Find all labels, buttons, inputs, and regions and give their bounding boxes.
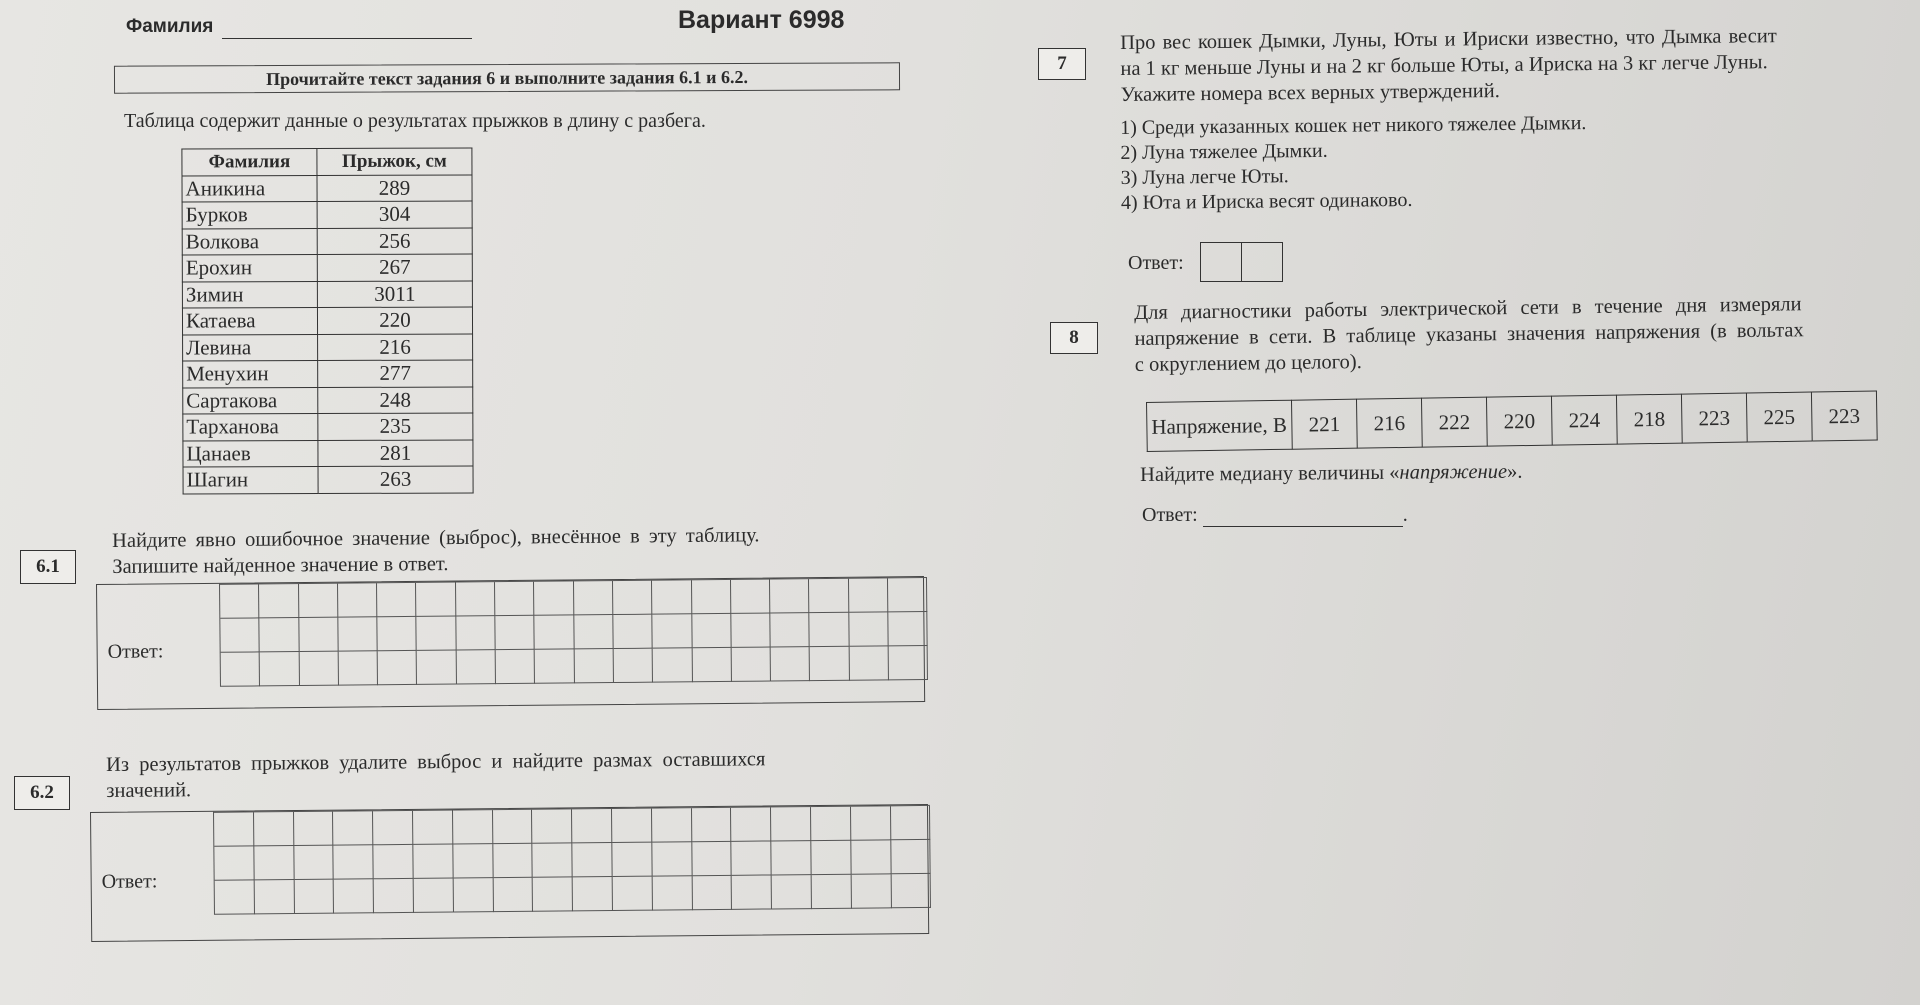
option-4: 4) Юта и Ириска весят одинаково. [1120,188,1413,214]
option-2: 2) Луна тяжелее Дымки. [1120,139,1328,164]
grid-cell[interactable] [652,808,692,842]
grid-cell[interactable] [732,875,772,909]
grid-cell[interactable] [299,584,339,618]
grid-cell[interactable] [260,618,300,652]
grid-cell[interactable] [334,879,374,913]
answer-row-8 [1142,504,1408,527]
question-suffix: ». [1506,460,1523,483]
task-8-line-3: с округлением до целого). [1134,351,1362,376]
grid-cell[interactable] [692,876,732,910]
grid-cell[interactable] [374,845,414,879]
grid-cell[interactable] [373,811,413,845]
task-number-8: 8 [1050,322,1098,354]
table-row [182,254,472,282]
grid-cell[interactable] [849,646,889,680]
cell-name: Менухин [183,361,318,388]
table-row [182,174,472,202]
column-header-surname: Фамилия [182,149,317,176]
cell-name: Шагин [183,467,318,494]
table-row [182,227,472,255]
task-7-line-3: Укажите номера всех верных утверждений. [1120,80,1500,106]
grid-cell[interactable] [849,612,889,646]
task-6-2-text [106,745,946,804]
task-6-1-text [112,521,912,580]
grid-cell[interactable] [573,877,613,911]
cell-name: Аникина [182,175,317,202]
grid-cell[interactable] [417,617,457,651]
grid-cell[interactable] [260,652,300,686]
grid-cell[interactable] [891,874,931,908]
task-6-2-line-2: значений. [106,779,192,802]
grid-cell[interactable] [851,806,891,840]
grid-cell[interactable] [532,809,572,843]
grid-cell[interactable] [453,844,493,878]
grid-cell[interactable] [495,582,535,616]
voltage-value: 216 [1356,398,1422,448]
grid-cell[interactable] [220,584,260,618]
voltage-value: 222 [1421,397,1487,447]
grid-cell[interactable] [294,846,334,880]
grid-cell[interactable] [810,613,850,647]
grid-cell[interactable] [653,648,693,682]
cell-name: Зимин [182,281,317,308]
grid-cell[interactable] [731,614,771,648]
cell-value: 263 [318,466,473,493]
grid-cell[interactable] [334,845,374,879]
grid-cell[interactable] [453,810,493,844]
grid-cell[interactable] [811,841,851,875]
table-row [182,307,472,335]
voltage-value: 220 [1486,396,1552,446]
task-7-line-1: Про вес кошек Дымки, Луны, Юты и Ириски известно, что Дымка весит [1120,25,1777,54]
table-row [183,333,473,361]
voltage-value: 223 [1681,393,1747,443]
answer-label-7: Ответ: [1128,252,1184,274]
grid-cell[interactable] [453,878,493,912]
table-row [183,439,473,467]
grid-cell[interactable] [572,809,612,843]
grid-cell[interactable] [495,616,535,650]
grid-cell[interactable] [888,612,928,646]
grid-cell[interactable] [692,614,732,648]
grid-cell[interactable] [732,841,772,875]
grid-cell[interactable] [888,578,928,612]
task-7-text [1120,22,1901,108]
cell-value: 304 [317,201,472,228]
grid-cell[interactable] [378,617,418,651]
task-6-2-line-1: Из результатов прыжков удалите выброс и найдите размах оставшихся [106,748,766,776]
option-3: 3) Луна легче Юты. [1120,165,1289,189]
grid-cell[interactable] [535,615,575,649]
grid-cell[interactable] [770,579,810,613]
grid-cell[interactable] [215,880,255,914]
grid-cell[interactable] [339,651,379,685]
grid-cell[interactable] [254,880,294,914]
grid-cell[interactable] [572,843,612,877]
option-1: 1) Среди указанных кошек нет никого тяжелее Дымки. [1120,112,1587,139]
grid-cell[interactable] [574,649,614,683]
cell-value: 281 [318,439,473,466]
task-6-1-line-1: Найдите явно ошибочное значение (выброс), внесённое в эту таблицу. [112,524,760,552]
task-number-6-2: 6.2 [14,776,70,810]
answer-cell[interactable] [1201,243,1242,281]
voltage-value: 221 [1291,399,1357,449]
grid-cell[interactable] [731,807,771,841]
cell-name: Катаева [182,308,317,335]
cell-value: 235 [318,413,473,440]
cell-value: 289 [317,174,472,201]
cell-value: 256 [317,227,472,254]
grid-cell[interactable] [692,648,732,682]
grid-cell[interactable] [574,615,614,649]
cell-name: Тарханова [183,414,318,441]
grid-cell[interactable] [772,875,812,909]
voltage-header-cell: Напряжение, В [1147,400,1293,451]
grid-cell[interactable] [612,809,652,843]
grid-cell[interactable] [338,617,378,651]
grid-cell[interactable] [731,580,771,614]
grid-cell[interactable] [413,811,453,845]
grid-cell[interactable] [338,583,378,617]
grid-cell[interactable] [456,650,496,684]
grid-cell[interactable] [692,580,732,614]
question-term: напряжение [1399,460,1508,484]
answer-label-6-1: Ответ: [107,640,164,663]
grid-cell[interactable] [889,646,929,680]
answer-cell[interactable] [1242,243,1282,281]
grid-cell[interactable] [214,812,254,846]
grid-cell[interactable] [771,841,811,875]
grid-cell[interactable] [299,618,339,652]
answer-end-dot: . [1402,504,1408,526]
grid-cell[interactable] [613,581,653,615]
grid-cell[interactable] [378,651,418,685]
grid-cell[interactable] [812,875,852,909]
answer-label-6-2: Ответ: [101,870,158,893]
grid-cell[interactable] [692,842,732,876]
grid-cell[interactable] [221,652,261,686]
grid-cell[interactable] [377,583,417,617]
task-8-text [1134,290,1915,378]
grid-cell[interactable] [254,812,294,846]
answer-cells-7[interactable] [1200,242,1283,282]
table-row [183,413,473,441]
grid-cell[interactable] [294,812,334,846]
table-row [183,386,473,414]
cell-value: 277 [318,360,473,387]
grid-cell[interactable] [613,615,653,649]
grid-cell[interactable] [533,877,573,911]
grid-cell[interactable] [613,877,653,911]
grid-cell[interactable] [416,583,456,617]
instruction-banner: Прочитайте текст задания 6 и выполните задания 6.1 и 6.2. [114,62,900,93]
grid-cell[interactable] [333,811,373,845]
cell-value: 248 [318,386,473,413]
answer-box-6-1 [96,576,925,710]
cell-value: 3011 [317,280,472,307]
cell-name: Волкова [182,228,317,255]
voltage-table [1146,391,1878,452]
answer-line-8[interactable] [1203,508,1403,527]
grid-cell[interactable] [612,843,652,877]
task-6-1-line-2: Запишите найденное значение в ответ. [112,553,449,578]
grid-cell[interactable] [259,584,299,618]
grid-cell[interactable] [417,651,457,685]
cell-value: 220 [317,307,472,334]
task-8-line-2: напряжение в сети. В таблице указаны значения напряжения (в вольтах [1134,319,1804,350]
grid-cell[interactable] [891,806,931,840]
cell-name: Сартакова [183,387,318,414]
cell-name: Бурков [182,202,317,229]
grid-cell[interactable] [254,846,294,880]
grid-cell[interactable] [299,652,339,686]
answer-grid-6-2[interactable] [213,805,931,915]
jump-results-table [181,147,473,494]
grid-cell[interactable] [533,843,573,877]
grid-cell[interactable] [811,807,851,841]
surname-label: Фамилия [126,16,214,37]
grid-cell[interactable] [574,581,614,615]
grid-cell[interactable] [809,579,849,613]
answer-label-8: Ответ: [1142,504,1198,526]
grid-cell[interactable] [652,876,692,910]
grid-cell[interactable] [456,582,496,616]
task-number-6-1: 6.1 [20,550,76,584]
grid-cell[interactable] [771,647,811,681]
task-7-options [1120,111,1587,216]
grid-cell[interactable] [493,844,533,878]
grid-cell[interactable] [653,614,693,648]
grid-cell[interactable] [652,580,692,614]
grid-cell[interactable] [810,647,850,681]
cell-name: Левина [183,334,318,361]
grid-cell[interactable] [493,810,533,844]
voltage-value: 225 [1746,392,1812,442]
grid-cell[interactable] [456,616,496,650]
grid-cell[interactable] [496,650,536,684]
grid-cell[interactable] [849,578,889,612]
grid-cell[interactable] [414,879,454,913]
answer-grid-6-1[interactable] [219,577,928,687]
grid-cell[interactable] [891,840,931,874]
grid-cell[interactable] [851,840,891,874]
grid-cell[interactable] [652,842,692,876]
table-intro-text: Таблица содержит данные о результатах прыжков в длину с разбега. [124,110,706,132]
grid-cell[interactable] [692,808,732,842]
grid-cell[interactable] [770,613,810,647]
variant-title: Вариант 6998 [678,6,845,34]
table-row [183,360,473,388]
table-row [182,280,472,308]
grid-cell[interactable] [493,878,533,912]
cell-name: Цанаев [183,440,318,467]
cell-name: Ерохин [182,255,317,282]
grid-cell[interactable] [851,874,891,908]
task-8-question [1140,459,1523,488]
grid-cell[interactable] [294,880,334,914]
grid-cell[interactable] [374,879,414,913]
voltage-row [1147,391,1878,451]
voltage-value: 224 [1551,395,1617,445]
table-row [183,466,473,494]
grid-cell[interactable] [614,649,654,683]
column-header-jump: Прыжок, см [317,148,472,175]
voltage-value: 223 [1811,391,1877,441]
task-number-7: 7 [1038,48,1086,80]
grid-cell[interactable] [535,649,575,683]
grid-cell[interactable] [771,807,811,841]
cell-value: 267 [317,254,472,281]
table-row [182,201,472,229]
task-8-line-1: Для диагностики работы электрической сети в течение дня измеряли [1134,293,1802,324]
voltage-value: 218 [1616,394,1682,444]
answer-box-6-2 [90,804,929,942]
task-7-line-2: на 1 кг меньше Луны и на 2 кг больше Юты, а Ириска на 3 кг легче Луны. [1120,51,1768,80]
surname-line[interactable] [222,38,472,39]
grid-cell[interactable] [214,846,254,880]
grid-cell[interactable] [220,618,260,652]
cell-value: 216 [318,333,473,360]
grid-cell[interactable] [732,648,772,682]
grid-cell[interactable] [413,845,453,879]
grid-cell[interactable] [534,581,574,615]
question-prefix: Найдите медиану величины « [1140,461,1400,486]
